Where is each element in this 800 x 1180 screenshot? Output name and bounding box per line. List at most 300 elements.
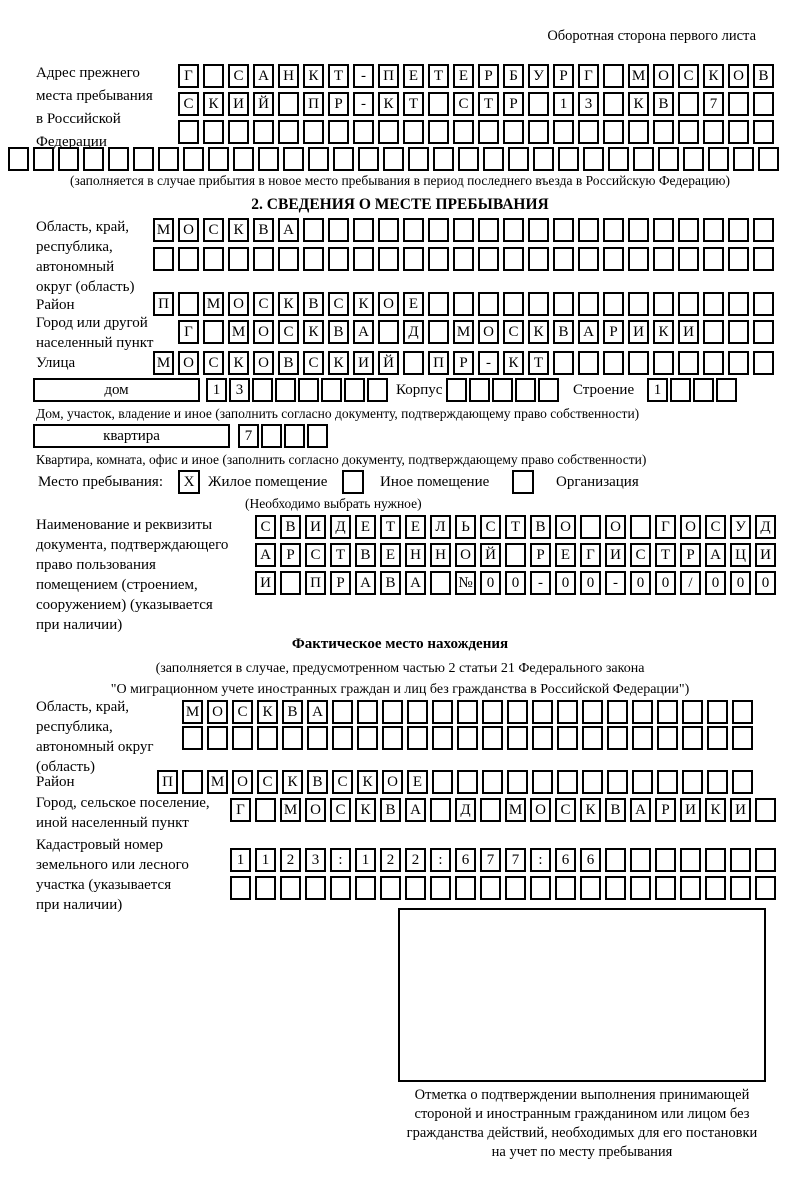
char-cell[interactable] <box>628 351 649 375</box>
char-cell[interactable] <box>755 876 776 900</box>
char-cell[interactable] <box>480 798 501 822</box>
char-cell[interactable] <box>308 147 329 171</box>
char-cell[interactable] <box>367 378 388 402</box>
char-cell[interactable] <box>133 147 154 171</box>
char-cell[interactable]: И <box>255 571 276 595</box>
char-cell[interactable] <box>358 147 379 171</box>
char-cell[interactable]: - <box>353 92 374 116</box>
char-cell[interactable] <box>478 218 499 242</box>
char-cell[interactable] <box>507 700 528 724</box>
char-cell[interactable] <box>680 876 701 900</box>
char-cell[interactable]: О <box>253 320 274 344</box>
char-cell[interactable] <box>553 247 574 271</box>
char-cell[interactable] <box>628 247 649 271</box>
char-cell[interactable]: И <box>228 92 249 116</box>
char-cell[interactable] <box>344 378 365 402</box>
char-cell[interactable] <box>705 848 726 872</box>
char-cell[interactable] <box>608 147 629 171</box>
char-cell[interactable]: 0 <box>755 571 776 595</box>
char-cell[interactable] <box>582 700 603 724</box>
char-cell[interactable] <box>278 92 299 116</box>
char-cell[interactable] <box>578 292 599 316</box>
char-cell[interactable]: К <box>580 798 601 822</box>
char-cell[interactable]: Г <box>578 64 599 88</box>
char-cell[interactable]: К <box>228 218 249 242</box>
char-cell[interactable] <box>603 218 624 242</box>
char-cell[interactable] <box>183 147 204 171</box>
char-cell[interactable] <box>482 726 503 750</box>
char-cell[interactable] <box>321 378 342 402</box>
char-cell[interactable]: А <box>705 543 726 567</box>
char-cell[interactable] <box>178 120 199 144</box>
char-cell[interactable] <box>703 247 724 271</box>
char-cell[interactable]: К <box>528 320 549 344</box>
char-cell[interactable]: 0 <box>505 571 526 595</box>
char-cell[interactable]: 0 <box>705 571 726 595</box>
char-cell[interactable]: К <box>353 292 374 316</box>
char-cell[interactable] <box>528 218 549 242</box>
char-cell[interactable] <box>458 147 479 171</box>
char-cell[interactable]: О <box>178 351 199 375</box>
char-cell[interactable]: О <box>178 218 199 242</box>
char-cell[interactable] <box>557 726 578 750</box>
char-cell[interactable]: Т <box>655 543 676 567</box>
char-cell[interactable]: Е <box>355 515 376 539</box>
char-cell[interactable] <box>328 218 349 242</box>
char-cell[interactable] <box>603 292 624 316</box>
char-cell[interactable] <box>428 292 449 316</box>
char-cell[interactable]: И <box>730 798 751 822</box>
char-cell[interactable] <box>455 876 476 900</box>
char-cell[interactable] <box>708 147 729 171</box>
char-cell[interactable] <box>583 147 604 171</box>
char-cell[interactable] <box>733 147 754 171</box>
char-cell[interactable] <box>446 378 467 402</box>
char-cell[interactable]: К <box>282 770 303 794</box>
char-cell[interactable]: Р <box>503 92 524 116</box>
char-cell[interactable]: Г <box>230 798 251 822</box>
char-cell[interactable] <box>707 770 728 794</box>
char-cell[interactable]: С <box>228 64 249 88</box>
char-cell[interactable] <box>230 876 251 900</box>
char-cell[interactable] <box>707 726 728 750</box>
char-cell[interactable]: К <box>703 64 724 88</box>
char-cell[interactable] <box>678 120 699 144</box>
char-cell[interactable] <box>378 320 399 344</box>
char-cell[interactable] <box>557 700 578 724</box>
char-cell[interactable]: К <box>257 700 278 724</box>
char-cell[interactable] <box>603 92 624 116</box>
char-cell[interactable]: В <box>280 515 301 539</box>
char-cell[interactable] <box>153 247 174 271</box>
char-cell[interactable] <box>283 147 304 171</box>
char-cell[interactable]: Г <box>178 64 199 88</box>
char-cell[interactable]: Т <box>478 92 499 116</box>
char-cell[interactable]: 0 <box>730 571 751 595</box>
char-cell[interactable]: С <box>232 700 253 724</box>
char-cell[interactable]: О <box>478 320 499 344</box>
char-cell[interactable]: Т <box>505 515 526 539</box>
char-cell[interactable] <box>178 247 199 271</box>
char-cell[interactable] <box>728 247 749 271</box>
char-cell[interactable]: 7 <box>703 92 724 116</box>
char-cell[interactable]: 6 <box>455 848 476 872</box>
char-cell[interactable] <box>430 571 451 595</box>
char-cell[interactable] <box>728 120 749 144</box>
char-cell[interactable]: 0 <box>655 571 676 595</box>
char-cell[interactable] <box>505 543 526 567</box>
char-cell[interactable] <box>483 147 504 171</box>
char-cell[interactable] <box>728 320 749 344</box>
char-cell[interactable]: Ь <box>455 515 476 539</box>
char-cell[interactable]: М <box>153 351 174 375</box>
char-cell[interactable]: С <box>555 798 576 822</box>
char-cell[interactable] <box>728 218 749 242</box>
char-cell[interactable]: Г <box>580 543 601 567</box>
char-cell[interactable] <box>255 798 276 822</box>
char-cell[interactable]: Е <box>405 515 426 539</box>
char-cell[interactable] <box>707 700 728 724</box>
char-cell[interactable] <box>255 876 276 900</box>
char-cell[interactable] <box>233 147 254 171</box>
char-cell[interactable]: С <box>303 351 324 375</box>
char-cell[interactable] <box>603 64 624 88</box>
char-cell[interactable]: Т <box>428 64 449 88</box>
char-cell[interactable] <box>503 218 524 242</box>
char-cell[interactable] <box>653 247 674 271</box>
char-cell[interactable] <box>528 292 549 316</box>
char-cell[interactable] <box>275 378 296 402</box>
char-cell[interactable] <box>432 726 453 750</box>
char-cell[interactable]: К <box>328 351 349 375</box>
char-cell[interactable] <box>482 700 503 724</box>
char-cell[interactable]: П <box>153 292 174 316</box>
char-cell[interactable]: 1 <box>355 848 376 872</box>
char-cell[interactable]: О <box>680 515 701 539</box>
char-cell[interactable]: С <box>305 543 326 567</box>
char-cell[interactable] <box>630 515 651 539</box>
char-cell[interactable] <box>261 424 282 448</box>
char-cell[interactable] <box>457 700 478 724</box>
char-cell[interactable]: К <box>705 798 726 822</box>
char-cell[interactable] <box>528 247 549 271</box>
char-cell[interactable]: Р <box>453 351 474 375</box>
char-cell[interactable] <box>505 876 526 900</box>
char-cell[interactable] <box>532 700 553 724</box>
char-cell[interactable] <box>578 351 599 375</box>
char-cell[interactable] <box>382 700 403 724</box>
char-cell[interactable] <box>603 247 624 271</box>
char-cell[interactable]: Р <box>603 320 624 344</box>
char-cell[interactable] <box>728 351 749 375</box>
char-cell[interactable]: А <box>355 571 376 595</box>
char-cell[interactable] <box>703 218 724 242</box>
char-cell[interactable]: В <box>278 351 299 375</box>
char-cell[interactable]: К <box>303 64 324 88</box>
char-cell[interactable]: К <box>203 92 224 116</box>
char-cell[interactable]: У <box>528 64 549 88</box>
char-cell[interactable] <box>303 247 324 271</box>
char-cell[interactable] <box>628 218 649 242</box>
char-cell[interactable] <box>633 147 654 171</box>
char-cell[interactable] <box>508 147 529 171</box>
char-cell[interactable]: С <box>203 351 224 375</box>
char-cell[interactable] <box>232 726 253 750</box>
char-cell[interactable]: № <box>455 571 476 595</box>
char-cell[interactable]: Е <box>380 543 401 567</box>
char-cell[interactable]: В <box>553 320 574 344</box>
char-cell[interactable]: С <box>705 515 726 539</box>
char-cell[interactable]: Е <box>403 64 424 88</box>
char-cell[interactable] <box>703 292 724 316</box>
char-cell[interactable] <box>330 876 351 900</box>
char-cell[interactable] <box>453 247 474 271</box>
char-cell[interactable]: В <box>380 571 401 595</box>
char-cell[interactable]: И <box>305 515 326 539</box>
char-cell[interactable]: Д <box>455 798 476 822</box>
char-cell[interactable]: К <box>628 92 649 116</box>
char-cell[interactable]: - <box>605 571 626 595</box>
char-cell[interactable]: С <box>453 92 474 116</box>
char-cell[interactable] <box>682 770 703 794</box>
char-cell[interactable] <box>403 218 424 242</box>
char-cell[interactable] <box>357 700 378 724</box>
char-cell[interactable]: В <box>328 320 349 344</box>
char-cell[interactable]: М <box>182 700 203 724</box>
char-cell[interactable] <box>553 120 574 144</box>
char-cell[interactable]: Н <box>278 64 299 88</box>
char-cell[interactable] <box>680 848 701 872</box>
char-cell[interactable] <box>453 218 474 242</box>
char-cell[interactable]: 2 <box>405 848 426 872</box>
char-cell[interactable]: В <box>355 543 376 567</box>
char-cell[interactable] <box>407 700 428 724</box>
char-cell[interactable] <box>503 120 524 144</box>
char-cell[interactable] <box>428 320 449 344</box>
char-cell[interactable] <box>532 726 553 750</box>
char-cell[interactable] <box>703 120 724 144</box>
char-cell[interactable]: А <box>630 798 651 822</box>
char-cell[interactable] <box>515 378 536 402</box>
char-cell[interactable] <box>603 351 624 375</box>
char-cell[interactable]: Е <box>403 292 424 316</box>
char-cell[interactable]: М <box>207 770 228 794</box>
char-cell[interactable] <box>753 292 774 316</box>
char-cell[interactable]: 1 <box>647 378 668 402</box>
char-cell[interactable]: О <box>305 798 326 822</box>
char-cell[interactable]: К <box>653 320 674 344</box>
char-cell[interactable]: С <box>253 292 274 316</box>
char-cell[interactable] <box>457 726 478 750</box>
char-cell[interactable] <box>430 798 451 822</box>
char-cell[interactable]: П <box>428 351 449 375</box>
char-cell[interactable] <box>682 726 703 750</box>
char-cell[interactable]: 7 <box>480 848 501 872</box>
char-cell[interactable] <box>108 147 129 171</box>
char-cell[interactable] <box>453 292 474 316</box>
char-cell[interactable] <box>428 218 449 242</box>
char-cell[interactable] <box>378 247 399 271</box>
char-cell[interactable]: 1 <box>230 848 251 872</box>
char-cell[interactable] <box>8 147 29 171</box>
char-cell[interactable] <box>732 770 753 794</box>
char-cell[interactable] <box>58 147 79 171</box>
char-cell[interactable]: М <box>628 64 649 88</box>
char-cell[interactable]: Н <box>405 543 426 567</box>
checkbox-zhiloe[interactable]: X <box>178 470 200 494</box>
char-cell[interactable] <box>605 876 626 900</box>
char-cell[interactable]: 3 <box>229 378 250 402</box>
char-cell[interactable] <box>753 92 774 116</box>
char-cell[interactable]: И <box>605 543 626 567</box>
char-cell[interactable] <box>705 876 726 900</box>
char-cell[interactable]: М <box>228 320 249 344</box>
char-cell[interactable] <box>678 292 699 316</box>
char-cell[interactable] <box>580 876 601 900</box>
char-cell[interactable] <box>203 247 224 271</box>
char-cell[interactable]: В <box>303 292 324 316</box>
char-cell[interactable] <box>492 378 513 402</box>
char-cell[interactable]: : <box>530 848 551 872</box>
char-cell[interactable] <box>278 120 299 144</box>
char-cell[interactable] <box>730 876 751 900</box>
char-cell[interactable] <box>557 770 578 794</box>
char-cell[interactable] <box>178 292 199 316</box>
char-cell[interactable]: : <box>330 848 351 872</box>
char-cell[interactable] <box>453 120 474 144</box>
char-cell[interactable] <box>303 218 324 242</box>
char-cell[interactable] <box>607 770 628 794</box>
char-cell[interactable] <box>732 726 753 750</box>
char-cell[interactable] <box>753 320 774 344</box>
char-cell[interactable]: О <box>728 64 749 88</box>
char-cell[interactable] <box>657 726 678 750</box>
char-cell[interactable] <box>380 876 401 900</box>
char-cell[interactable] <box>33 147 54 171</box>
char-cell[interactable] <box>605 848 626 872</box>
checkbox-inoe[interactable] <box>342 470 364 494</box>
char-cell[interactable]: Й <box>378 351 399 375</box>
char-cell[interactable]: Г <box>655 515 676 539</box>
char-cell[interactable]: С <box>203 218 224 242</box>
char-cell[interactable] <box>208 147 229 171</box>
char-cell[interactable] <box>253 120 274 144</box>
char-cell[interactable] <box>653 218 674 242</box>
char-cell[interactable] <box>693 378 714 402</box>
char-cell[interactable]: - <box>530 571 551 595</box>
char-cell[interactable]: Г <box>178 320 199 344</box>
char-cell[interactable] <box>532 770 553 794</box>
char-cell[interactable]: М <box>453 320 474 344</box>
char-cell[interactable]: К <box>378 92 399 116</box>
char-cell[interactable]: В <box>753 64 774 88</box>
char-cell[interactable] <box>408 147 429 171</box>
char-cell[interactable] <box>758 147 779 171</box>
char-cell[interactable]: М <box>280 798 301 822</box>
char-cell[interactable]: О <box>207 700 228 724</box>
char-cell[interactable] <box>403 351 424 375</box>
char-cell[interactable]: О <box>653 64 674 88</box>
char-cell[interactable] <box>632 700 653 724</box>
char-cell[interactable] <box>655 876 676 900</box>
char-cell[interactable] <box>482 770 503 794</box>
char-cell[interactable]: Р <box>655 798 676 822</box>
char-cell[interactable] <box>603 120 624 144</box>
char-cell[interactable] <box>228 120 249 144</box>
char-cell[interactable]: П <box>378 64 399 88</box>
char-cell[interactable] <box>403 120 424 144</box>
char-cell[interactable]: Р <box>553 64 574 88</box>
char-cell[interactable]: К <box>355 798 376 822</box>
char-cell[interactable] <box>632 770 653 794</box>
char-cell[interactable]: В <box>253 218 274 242</box>
char-cell[interactable]: 1 <box>553 92 574 116</box>
char-cell[interactable]: К <box>303 320 324 344</box>
char-cell[interactable] <box>403 247 424 271</box>
char-cell[interactable] <box>280 571 301 595</box>
char-cell[interactable] <box>678 247 699 271</box>
char-cell[interactable]: 0 <box>580 571 601 595</box>
char-cell[interactable]: 3 <box>578 92 599 116</box>
char-cell[interactable]: О <box>232 770 253 794</box>
char-cell[interactable] <box>307 424 328 448</box>
char-cell[interactable] <box>755 848 776 872</box>
char-cell[interactable] <box>353 247 374 271</box>
char-cell[interactable]: Л <box>430 515 451 539</box>
char-cell[interactable] <box>432 700 453 724</box>
char-cell[interactable]: А <box>353 320 374 344</box>
char-cell[interactable] <box>478 247 499 271</box>
char-cell[interactable]: В <box>653 92 674 116</box>
char-cell[interactable]: - <box>478 351 499 375</box>
char-cell[interactable]: : <box>430 848 451 872</box>
char-cell[interactable]: 1 <box>255 848 276 872</box>
char-cell[interactable] <box>328 120 349 144</box>
char-cell[interactable] <box>728 92 749 116</box>
char-cell[interactable]: Р <box>330 571 351 595</box>
char-cell[interactable] <box>533 147 554 171</box>
char-cell[interactable]: К <box>357 770 378 794</box>
char-cell[interactable] <box>703 320 724 344</box>
char-cell[interactable] <box>755 798 776 822</box>
char-cell[interactable]: Т <box>380 515 401 539</box>
char-cell[interactable] <box>628 292 649 316</box>
char-cell[interactable] <box>555 876 576 900</box>
char-cell[interactable]: Б <box>503 64 524 88</box>
char-cell[interactable]: 2 <box>280 848 301 872</box>
char-cell[interactable]: П <box>305 571 326 595</box>
char-cell[interactable]: Т <box>403 92 424 116</box>
char-cell[interactable] <box>333 147 354 171</box>
char-cell[interactable] <box>530 876 551 900</box>
char-cell[interactable] <box>657 700 678 724</box>
char-cell[interactable] <box>553 351 574 375</box>
char-cell[interactable] <box>716 378 737 402</box>
char-cell[interactable]: С <box>630 543 651 567</box>
char-cell[interactable]: П <box>303 92 324 116</box>
char-cell[interactable]: О <box>555 515 576 539</box>
char-cell[interactable]: Ц <box>730 543 751 567</box>
char-cell[interactable] <box>528 92 549 116</box>
char-cell[interactable] <box>407 726 428 750</box>
char-cell[interactable] <box>553 292 574 316</box>
char-cell[interactable] <box>630 876 651 900</box>
char-cell[interactable]: 0 <box>555 571 576 595</box>
char-cell[interactable] <box>433 147 454 171</box>
char-cell[interactable]: А <box>405 571 426 595</box>
char-cell[interactable] <box>503 292 524 316</box>
checkbox-organizatsiya[interactable] <box>512 470 534 494</box>
